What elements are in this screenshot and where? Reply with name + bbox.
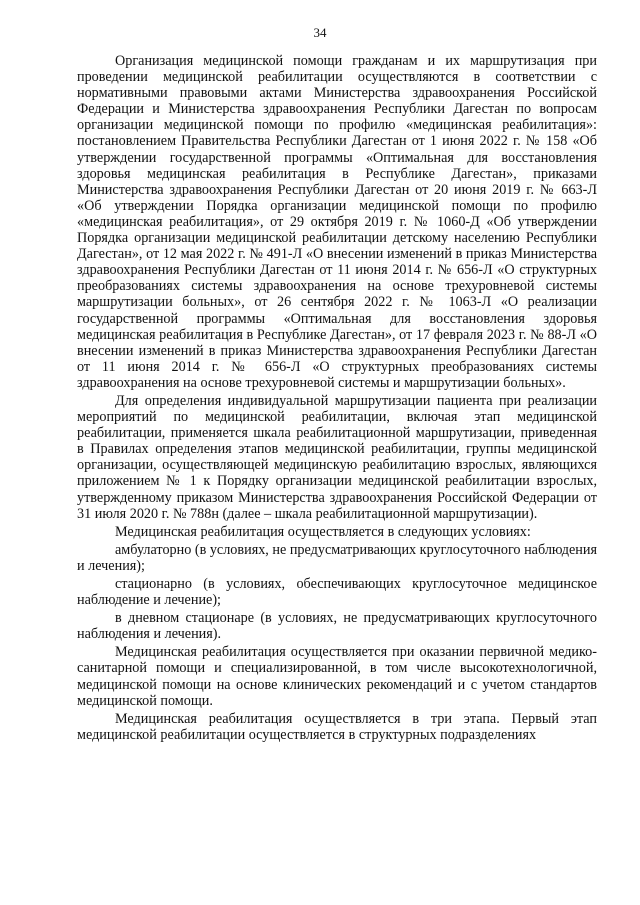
page-number: 34	[313, 25, 327, 40]
paragraph-conditions-intro: Медицинская реабилитация осуществляется в следующих условиях:	[115, 523, 531, 540]
paragraph-three-stages: Медицинская реабилитация осуществляется в три этапа. Первый этап медицинской реабилитации осуществляется в структурных подразделениях	[77, 710, 597, 743]
paragraph-day-hospital: в дневном стационаре (в условиях, не предусматривающих круглосуточного наблюдения и лечения).	[77, 610, 597, 643]
paragraph-inpatient: стационарно (в условиях, обеспечивающих круглосуточное медицинское наблюдение и лечение);	[77, 576, 597, 609]
paragraph-legal-framework: Организация медицинской помощи гражданам и их маршрутизация при проведении медицинской реабилитации осуществляются в соответствии с нормативными правовыми актами Министерства здравоохранения Российской Федерации и Министерства здравоохранения Республики Дагестан по вопросам организации медицинской помощи по профилю «медицинская реабилитация»: постановлением Правительства Республики Дагестан от 1 июня 2022 г. № 158 «Об утверждении государственной программы «Оптимальная для восстановления здоровья медицинская реабилитация в Республике Дагестан», приказами Министерства здравоохранения Республики Дагестан от 20 июня 2019 г. № 663-Л «Об утверждении Порядка организации медицинской помощи по профилю «медицинская реабилитация», от 29 октября 2019 г. № 1060-Д «Об утверждении Порядка организации медицинской реабилитации детскому населению Республики Дагестан», от 12 мая 2022 г. № 491-Л «О внесении изменений в приказ Министерства здравоохранения Республики Дагестан от 11 июня 2014 г. № 656-Л «О структурных преобразованиях системы здравоохранения на основе трехуровневой системы маршрутизации больных», от 26 сентября 2022 г. № 1063-Л «О реализации государственной программы «Оптимальная для восстановления здоровья медицинская реабилитация в Республике Дагестан», от 17 февраля 2023 г. № 88-Л «О внесении изменений в приказ Министерства здравоохранения Республики Дагестан от 11 июня 2014 г. № 656-Л «О структурных преобразованиях системы здравоохранения на основе трехуровневой системы и маршрутизации больных».	[77, 53, 597, 391]
paragraph-outpatient: амбулаторно (в условиях, не предусматривающих круглосуточного наблюдения и лечения);	[77, 541, 598, 574]
document-body	[77, 53, 597, 743]
paragraph-care-levels: Медицинская реабилитация осуществляется при оказании первичной медико-санитарной помощи и специализированной, в том числе высокотехнологичной, медицинской помощи на основе клинических рекомендаций и с учетом стандартов медицинской помощи.	[77, 644, 597, 709]
paragraph-routing-scale: Для определения индивидуальной маршрутизации пациента при реализации мероприятий по медицинской реабилитации, включая этап медицинской реабилитации, применяется шкала реабилитационной маршрутизации, приведенная в Правилах определения этапов медицинской реабилитации, группы медицинской организации, осуществляющей медицинскую реабилитацию взрослых, являющихся приложением № 1 к Порядку организации медицинской реабилитации взрослых, утвержденному приказом Министерства здравоохранения Российской Федерации от 31 июля 2020 г. № 788н (далее – шкала реабилитационной маршрутизации).	[77, 392, 597, 522]
